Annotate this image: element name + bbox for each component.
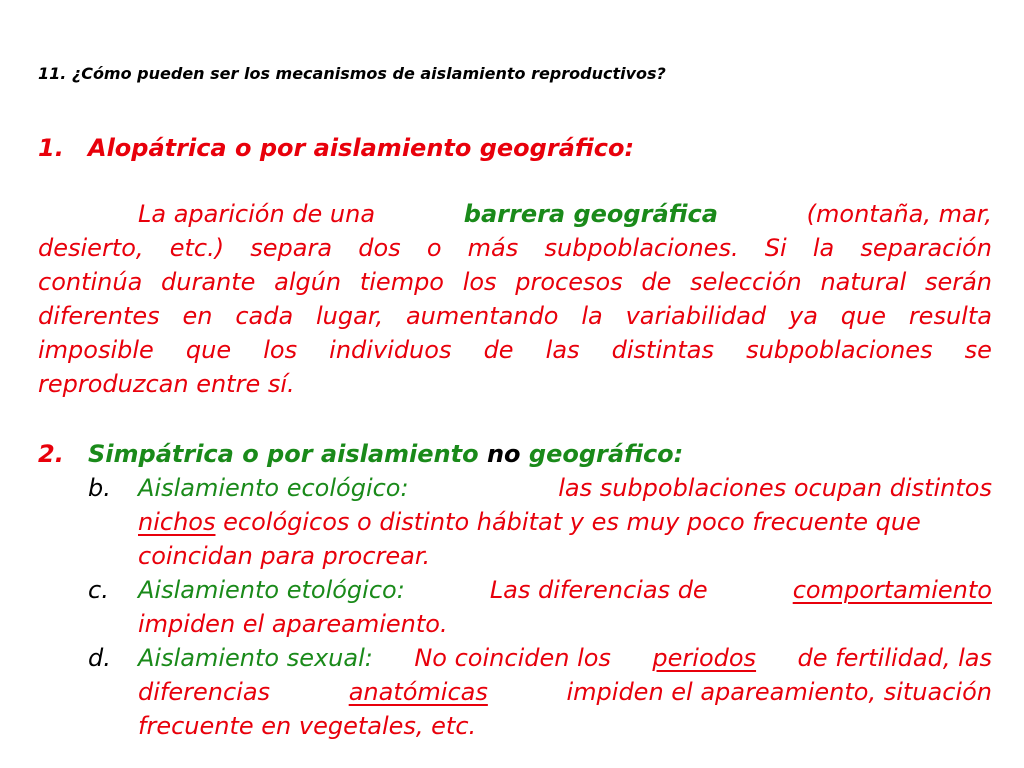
word: los <box>462 268 497 296</box>
niches-term: nichos <box>138 508 216 536</box>
word: continúa <box>38 268 143 296</box>
word: las <box>545 336 580 364</box>
item-d-line-3: frecuente en vegetales, etc. <box>138 712 477 740</box>
item-d-line-1-b: de fertilidad, las <box>797 644 992 672</box>
word: desierto, <box>38 234 144 262</box>
paragraph-line-3 <box>38 268 992 296</box>
word: de <box>483 336 514 364</box>
item-b-letter: b. <box>88 474 111 502</box>
paragraph-line-5 <box>38 336 992 364</box>
word: se <box>964 336 992 364</box>
word: los <box>263 336 298 364</box>
item-b-line-2 <box>138 508 921 536</box>
word: selección <box>690 268 802 296</box>
word: Si <box>764 234 787 262</box>
paragraph-line-1-start: La aparición de una <box>138 200 376 228</box>
section-2-heading <box>88 440 683 468</box>
word: separación <box>860 234 992 262</box>
item-d-line-2 <box>138 678 992 706</box>
item-c-label: Aislamiento etológico: <box>138 576 405 604</box>
section-2-heading-start: Simpátrica o por aislamiento <box>88 440 479 468</box>
section-1-number: 1. <box>38 134 64 162</box>
word: resulta <box>908 302 992 330</box>
item-c-letter: c. <box>88 576 109 604</box>
word: que <box>185 336 232 364</box>
item-b-label: Aislamiento ecológico: <box>138 474 409 502</box>
item-b-line-3: coincidan para procrear. <box>138 542 431 570</box>
item-b-line-1-rest: las subpoblaciones ocupan distintos <box>558 474 992 502</box>
word: de <box>641 268 672 296</box>
anatomical-term: anatómicas <box>348 678 488 706</box>
word: procesos <box>515 268 623 296</box>
word: individuos <box>329 336 452 364</box>
word: diferentes <box>38 302 160 330</box>
word: distintas <box>611 336 714 364</box>
word: en <box>182 302 213 330</box>
section-1-heading: Alopátrica o por aislamiento geográfico: <box>88 134 635 162</box>
item-c-line-1-rest: Las diferencias de <box>489 576 708 604</box>
item-b-line-2-rest: ecológicos o distinto hábitat y es muy poco frecuente que <box>223 508 921 536</box>
word: la <box>581 302 603 330</box>
word: subpoblaciones. <box>544 234 739 262</box>
word: cada <box>235 302 294 330</box>
item-d-line-2-b: impiden el apareamiento, situación <box>566 678 992 706</box>
word: que <box>840 302 886 330</box>
word: la <box>812 234 835 262</box>
word: algún <box>274 268 342 296</box>
word: durante <box>161 268 256 296</box>
item-b-line-1 <box>138 474 992 502</box>
slide-title: 11. ¿Cómo pueden ser los mecanismos de aislamiento reproductivos? <box>38 64 666 83</box>
word: imposible <box>38 336 154 364</box>
item-d-line-1 <box>138 644 992 672</box>
item-c-line-1 <box>138 576 992 604</box>
word: o <box>426 234 442 262</box>
word: etc.) <box>169 234 225 262</box>
item-d-line-2-a: diferencias <box>138 678 271 706</box>
geographic-barrier-term: barrera geográfica <box>463 200 718 228</box>
word: serán <box>924 268 992 296</box>
paragraph-line-1 <box>138 200 992 228</box>
word: natural <box>820 268 907 296</box>
word: subpoblaciones <box>746 336 933 364</box>
word: tiempo <box>359 268 444 296</box>
word: más <box>467 234 519 262</box>
section-2-heading-no: no <box>486 440 521 468</box>
word: separa <box>250 234 333 262</box>
item-c-line-2: impiden el apareamiento. <box>138 610 448 638</box>
paragraph-line-4 <box>38 302 992 330</box>
paragraph-line-2 <box>38 234 992 262</box>
paragraph-line-1-end: (montaña, mar, <box>806 200 992 228</box>
item-d-letter: d. <box>88 644 111 672</box>
behavior-term: comportamiento <box>792 576 992 604</box>
word: aumentando <box>405 302 559 330</box>
word: variabilidad <box>625 302 767 330</box>
periods-term: periodos <box>652 644 757 672</box>
word: lugar, <box>316 302 384 330</box>
paragraph-line-6: reproduzcan entre sí. <box>38 370 295 398</box>
word: dos <box>358 234 401 262</box>
item-d-line-1-a: No coinciden los <box>414 644 611 672</box>
item-d-label: Aislamiento sexual: <box>138 644 373 672</box>
section-2-number: 2. <box>38 440 64 468</box>
word: ya <box>788 302 818 330</box>
section-2-heading-end: geográfico: <box>528 440 684 468</box>
